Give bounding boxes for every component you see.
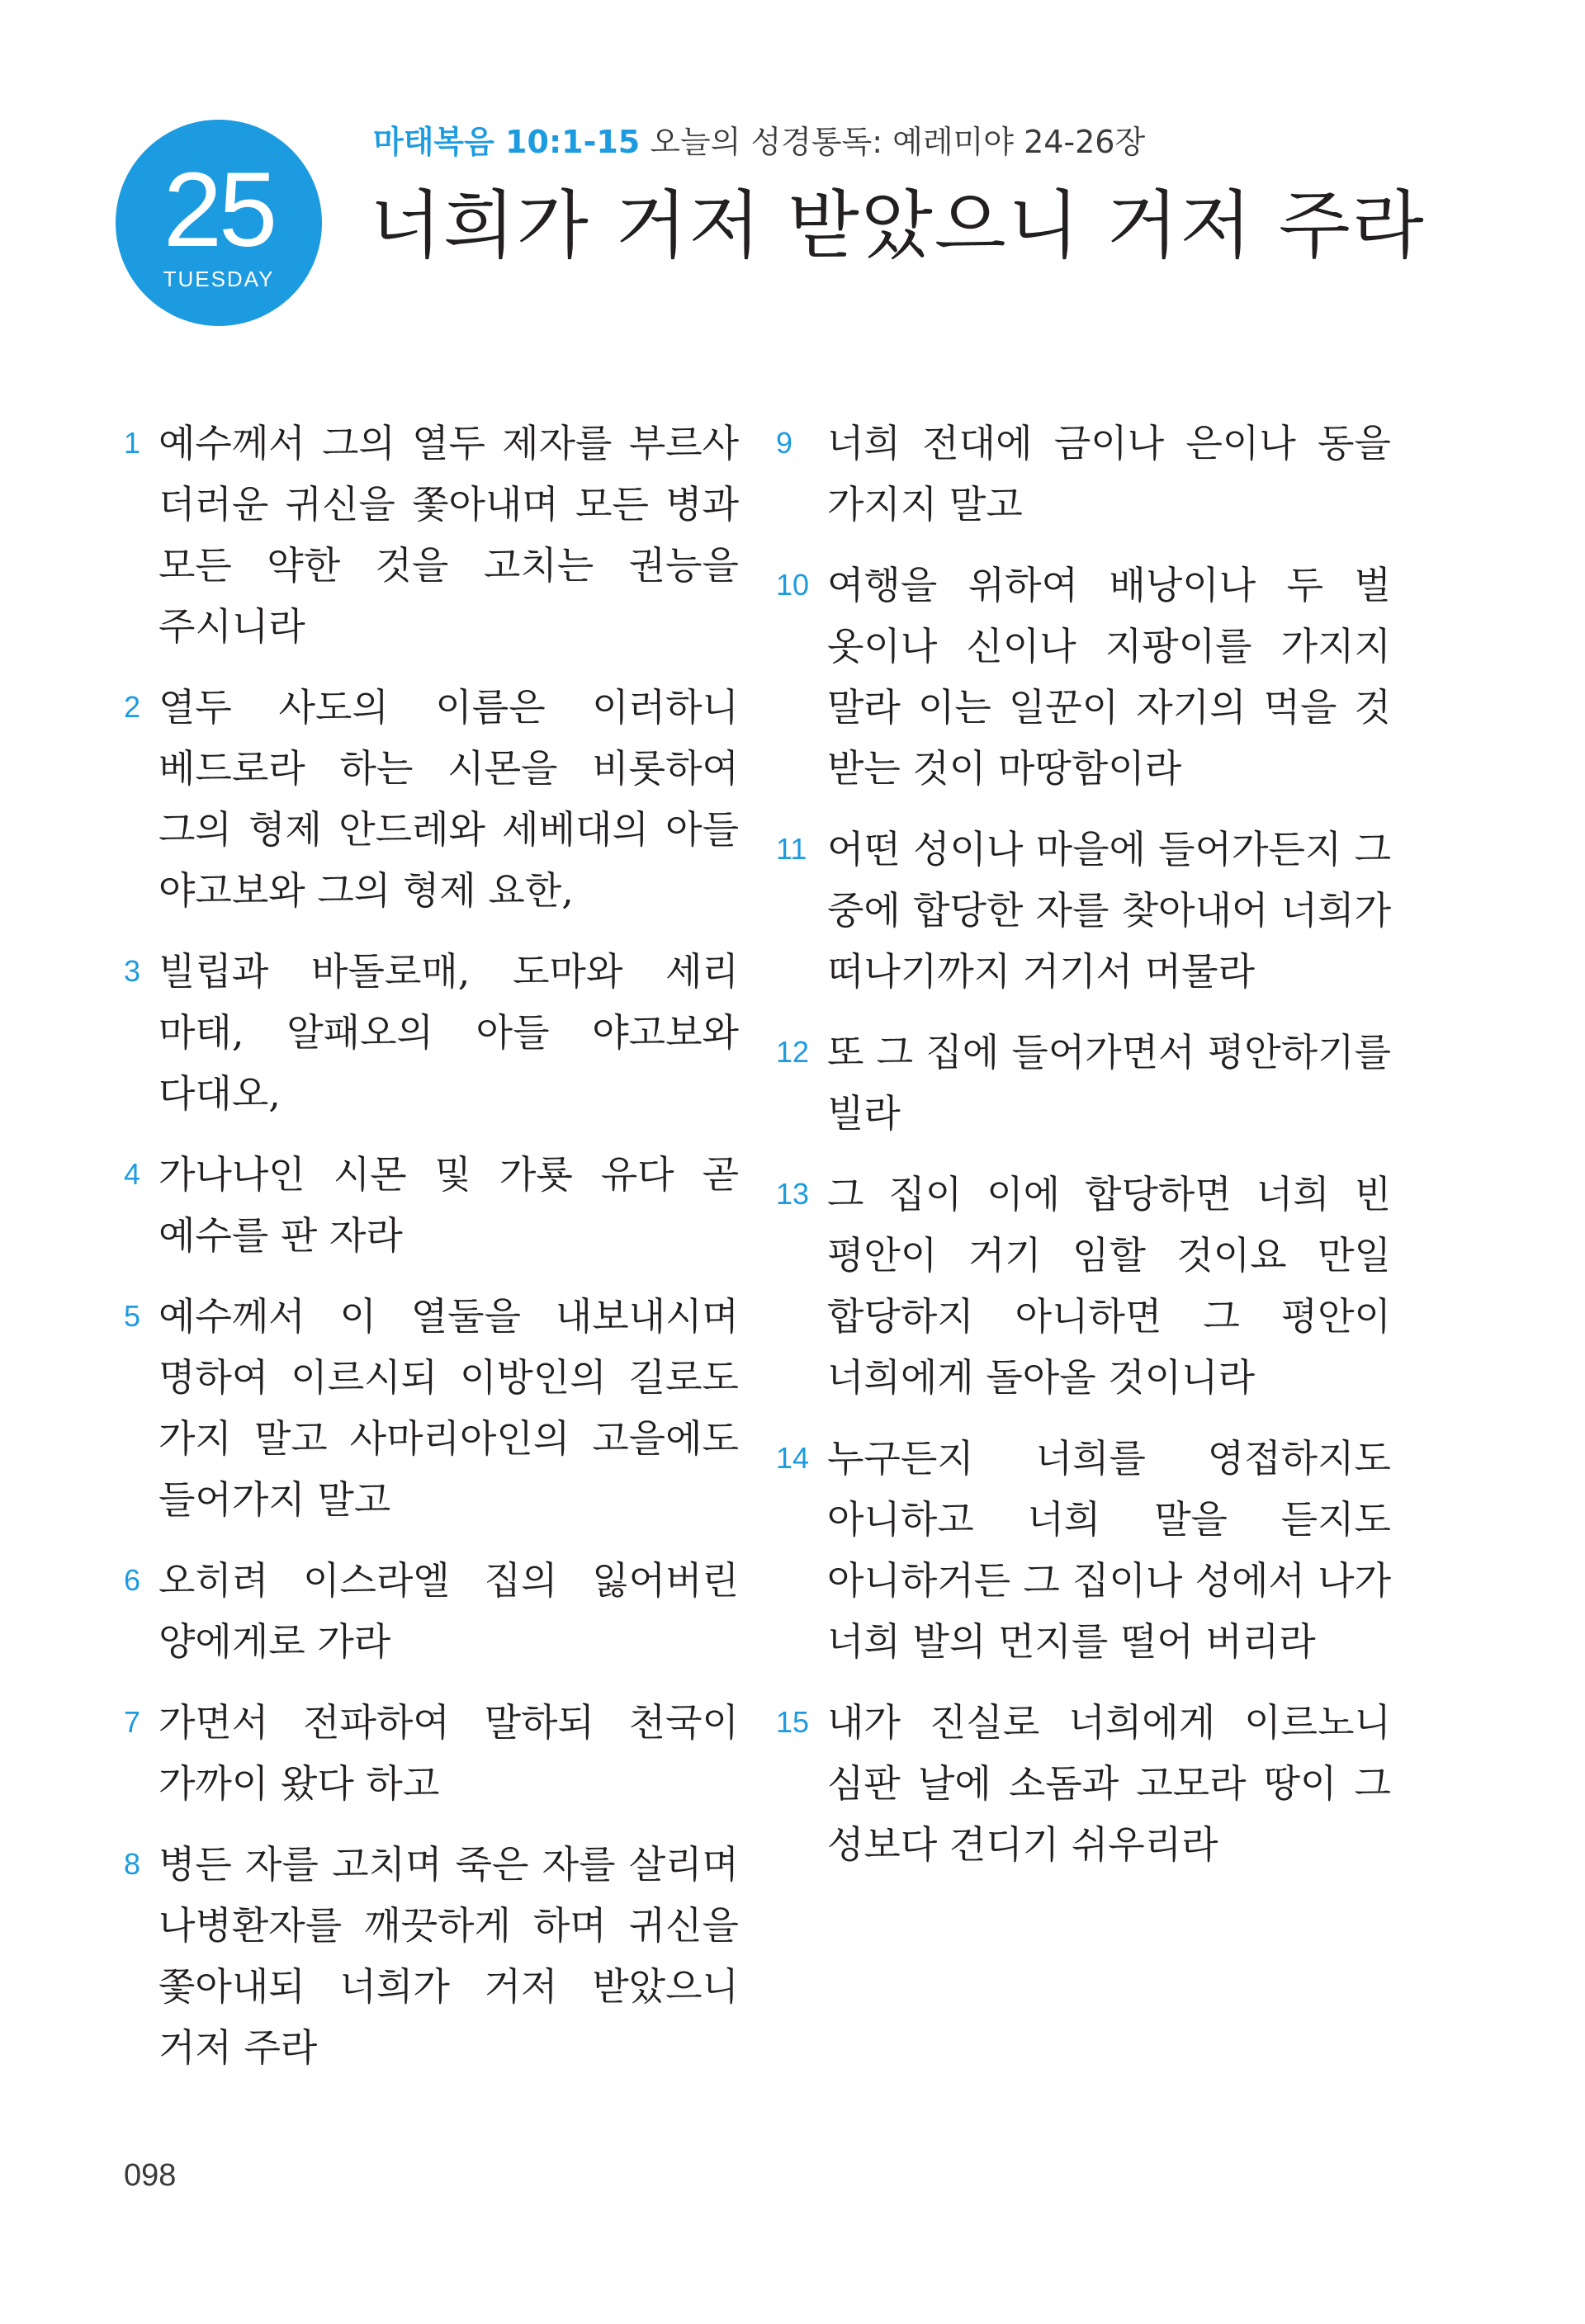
verse-number: 11: [776, 832, 807, 866]
verse-number: 4: [124, 1157, 141, 1191]
verse-number: 8: [124, 1847, 141, 1881]
verse-number: 3: [124, 954, 141, 988]
verse-column-right: [776, 413, 1391, 1895]
date-number: 25: [163, 150, 275, 269]
verse-text: 가나나인 시몬 및 가룟 유다 곧 예수를 판 자라: [158, 1152, 739, 1258]
verse-item: [124, 941, 739, 1124]
verse-number: 12: [776, 1035, 810, 1069]
verse-text: 내가 진실로 너희에게 이르노니 심판 날에 소돔과 고모라 땅이 그 성보다 견디기 쉬우리라: [827, 1700, 1391, 1867]
verse-item: [124, 1834, 739, 2078]
verse-text: 또 그 집에 들어가면서 평안하기를 빌라: [827, 1030, 1391, 1136]
verse-item: [776, 413, 1391, 535]
verse-text: 그 집이 이에 합당하면 너희 빈 평안이 거기 임할 것이요 만일 합당하지 아니하면 그 평안이 너희에게 돌아올 것이니라: [827, 1172, 1391, 1400]
verse-number: 7: [124, 1705, 141, 1739]
verse-number: 14: [776, 1441, 810, 1475]
verse-item: [124, 413, 739, 657]
passage-reference: 마태복음 10:1-15: [373, 124, 641, 160]
verse-item: [124, 1286, 739, 1530]
verse-text: 예수께서 이 열둘을 내보내시며 명하여 이르시되 이방인의 길로도 가지 말고 사마리아인의 고을에도 들어가지 말고: [158, 1294, 739, 1522]
verse-item: [124, 1550, 739, 1672]
verse-text: 너희 전대에 금이나 은이나 동을 가지지 말고: [827, 421, 1391, 527]
verse-number: 15: [776, 1705, 810, 1739]
verse-column-left: [124, 413, 739, 2098]
verse-item: [124, 1144, 739, 1266]
verse-item: [124, 677, 739, 921]
verse-item: [776, 1428, 1391, 1672]
verse-number: 9: [776, 426, 793, 460]
verse-text: 누구든지 너희를 영접하지도 아니하고 너희 말을 듣지도 아니하거든 그 집이나 성에서 나가 너희 발의 먼지를 떨어 버리라: [827, 1436, 1391, 1664]
verse-item: [776, 1022, 1391, 1144]
verse-number: 10: [776, 568, 810, 602]
day-of-week: TUESDAY: [163, 266, 275, 291]
daily-reading: 오늘의 성경통독: 예레미야 24-26장: [650, 124, 1146, 160]
verse-text: 가면서 전파하여 말하되 천국이 가까이 왔다 하고: [158, 1700, 739, 1806]
verse-item: [776, 1164, 1391, 1408]
verse-number: 2: [124, 690, 141, 724]
page-number: 098: [124, 2158, 177, 2193]
page-title: 너희가 거저 받았으니 거저 주라: [370, 182, 1426, 269]
verse-text: 열두 사도의 이름은 이러하니 베드로라 하는 시몬을 비롯하여 그의 형제 안드레와 세베대의 아들 야고보와 그의 형제 요한,: [158, 685, 739, 913]
verse-item: [776, 819, 1391, 1002]
verse-text: 예수께서 그의 열두 제자를 부르사 더러운 귀신을 쫓아내며 모든 병과 모든 약한 것을 고치는 권능을 주시니라: [158, 421, 739, 649]
verse-number: 1: [124, 426, 141, 460]
verse-text: 여행을 위하여 배낭이나 두 벌 옷이나 신이나 지팡이를 가지지 말라 이는 일꾼이 자기의 먹을 것 받는 것이 마땅함이라: [827, 563, 1391, 791]
verse-text: 어떤 성이나 마을에 들어가든지 그 중에 합당한 자를 찾아내어 너희가 떠나기까지 거기서 머물라: [827, 827, 1391, 994]
verse-text: 병든 자를 고치며 죽은 자를 살리며 나병환자를 깨끗하게 하며 귀신을 쫓아내되 너희가 거저 받았으니 거저 주라: [158, 1842, 739, 2070]
verse-item: [124, 1692, 739, 1814]
verse-number: 13: [776, 1177, 810, 1211]
header-meta: [373, 124, 1145, 162]
verse-text: 오히려 이스라엘 집의 잃어버린 양에게로 가라: [158, 1558, 739, 1664]
verse-text: 빌립과 바돌로매, 도마와 세리 마태, 알패오의 아들 야고보와 다대오,: [158, 949, 739, 1116]
verse-number: 5: [124, 1299, 141, 1333]
verse-item: [776, 555, 1391, 799]
verse-item: [776, 1692, 1391, 1875]
date-badge: [116, 120, 322, 326]
verse-number: 6: [124, 1563, 141, 1597]
